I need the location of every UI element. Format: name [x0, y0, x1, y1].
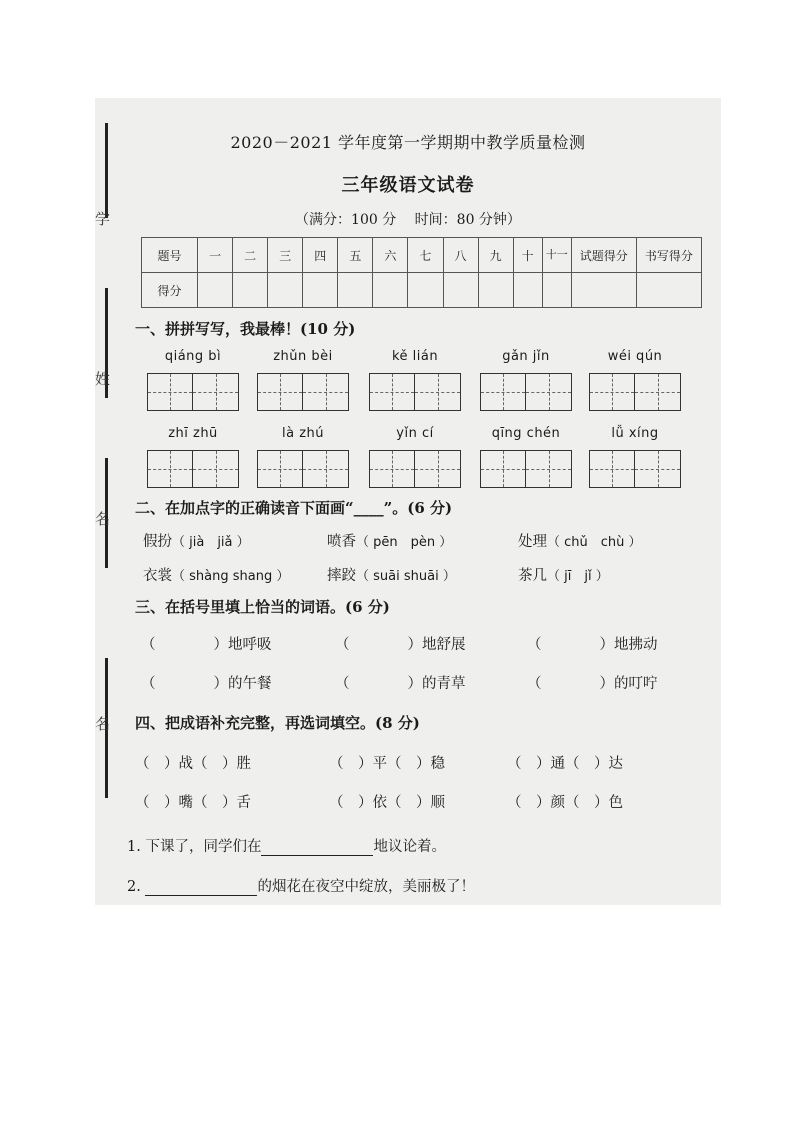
score-input-cell[interactable]	[408, 273, 443, 308]
pinyin-text: là zhú	[281, 426, 324, 441]
table-cell: 书写得分	[636, 238, 701, 273]
pinyin-text: qīng chén	[491, 426, 561, 441]
table-cell: 七	[408, 238, 443, 273]
score-input-cell[interactable]	[542, 273, 571, 308]
section-3-title: 三、在括号里填上恰当的词语。(6 分)	[135, 598, 390, 616]
exam-meta: （满分：100 分 时间：80 分钟）	[295, 212, 521, 228]
score-input-cell[interactable]	[443, 273, 478, 308]
idiom-item[interactable]: （ ）通（ ）达	[507, 756, 623, 772]
pinyin-text: wéi qún	[607, 349, 663, 364]
margin-label: 学	[95, 210, 111, 228]
question-text: 地议论着。	[373, 839, 446, 855]
question-text: 1. 下课了，同学们在	[127, 839, 262, 855]
pinyin-options: （ pēn pèn ）	[356, 535, 453, 550]
section-4-title: 四、把成语补充完整，再选词填空。(8 分)	[135, 714, 420, 732]
fill-question-1	[127, 835, 446, 856]
pronunciation-item[interactable]	[327, 530, 452, 551]
tian-zi-grid[interactable]	[369, 373, 461, 411]
table-cell: 十	[513, 238, 542, 273]
margin-label: 名	[95, 510, 111, 528]
score-input-cell[interactable]	[571, 273, 636, 308]
fill-blank-item[interactable]: （ ）地拂动	[527, 637, 658, 653]
pinyin-options: （ jià jiǎ ）	[172, 535, 250, 550]
pinyin-options: （ suāi shuāi ）	[356, 569, 456, 584]
pinyin-text: yǐn cí	[396, 426, 434, 441]
fill-blank-item[interactable]: （ ）的午餐	[141, 676, 272, 692]
table-cell: 三	[268, 238, 303, 273]
table-cell: 试题得分	[571, 238, 636, 273]
word: 摔跤	[327, 568, 356, 584]
pronunciation-item[interactable]	[518, 530, 642, 551]
score-input-cell[interactable]	[373, 273, 408, 308]
pinyin-item	[589, 349, 681, 364]
tian-zi-grid[interactable]	[147, 373, 239, 411]
tian-zi-grid[interactable]	[589, 373, 681, 411]
question-text: 的烟花在夜空中绽放，美丽极了！	[257, 879, 475, 895]
score-input-cell[interactable]	[233, 273, 268, 308]
table-cell: 八	[443, 238, 478, 273]
pinyin-options: （ chǔ chù ）	[547, 535, 642, 550]
section-2-title: 二、在加点字的正确读音下面画“____”。(6 分)	[135, 499, 453, 517]
pronunciation-item[interactable]	[143, 564, 289, 585]
score-input-cell[interactable]	[513, 273, 542, 308]
table-cell: 五	[338, 238, 373, 273]
pinyin-item	[147, 349, 239, 364]
word: 喷香	[327, 534, 356, 550]
table-cell: 一	[198, 238, 233, 273]
score-input-cell[interactable]	[303, 273, 338, 308]
score-table-score-row	[142, 273, 702, 308]
pronunciation-item[interactable]	[518, 564, 609, 585]
tian-zi-grid[interactable]	[480, 373, 572, 411]
pinyin-options: （ jī jǐ ）	[547, 569, 609, 584]
table-cell: 二	[233, 238, 268, 273]
tian-zi-grid[interactable]	[257, 373, 349, 411]
tian-zi-grid[interactable]	[589, 450, 681, 488]
table-cell: 题号	[142, 238, 198, 273]
tian-zi-grid[interactable]	[369, 450, 461, 488]
fill-question-2	[127, 875, 475, 896]
pinyin-options: （ shàng shang ）	[172, 569, 290, 584]
pinyin-text: zhǔn bèi	[273, 349, 333, 364]
score-table-header-row	[142, 238, 702, 273]
score-input-cell[interactable]	[198, 273, 233, 308]
answer-blank[interactable]	[261, 841, 373, 856]
pinyin-item	[257, 426, 349, 441]
word: 假扮	[143, 534, 172, 550]
pinyin-item	[369, 349, 461, 364]
score-table	[141, 237, 702, 308]
fill-blank-item[interactable]: （ ）地呼吸	[141, 637, 272, 653]
tian-zi-grid[interactable]	[257, 450, 349, 488]
answer-blank[interactable]	[145, 881, 257, 896]
pronunciation-item[interactable]	[143, 530, 250, 551]
fill-blank-item[interactable]: （ ）的青草	[335, 676, 466, 692]
pinyin-item	[589, 426, 681, 441]
pinyin-item	[257, 349, 349, 364]
score-input-cell[interactable]	[338, 273, 373, 308]
score-input-cell[interactable]	[478, 273, 513, 308]
exam-title: 2020－2021 学年度第一学期期中教学质量检测	[230, 133, 586, 152]
pronunciation-item[interactable]	[327, 564, 456, 585]
exam-paper-photo	[95, 98, 721, 905]
idiom-item[interactable]: （ ）依（ ）顺	[329, 795, 445, 811]
tian-zi-grid[interactable]	[480, 450, 572, 488]
pinyin-text: qiáng bì	[164, 349, 222, 364]
margin-label: 姓	[95, 370, 111, 388]
pinyin-text: kě lián	[391, 349, 439, 364]
pinyin-text: lǚ xíng	[611, 426, 659, 441]
pinyin-item	[480, 426, 572, 441]
fill-blank-item[interactable]: （ ）地舒展	[335, 637, 466, 653]
idiom-item[interactable]: （ ）平（ ）稳	[329, 756, 445, 772]
pinyin-item	[369, 426, 461, 441]
tian-zi-grid[interactable]	[147, 450, 239, 488]
table-cell: 六	[373, 238, 408, 273]
table-cell: 得分	[142, 273, 198, 308]
idiom-item[interactable]: （ ）战（ ）胜	[135, 756, 251, 772]
table-cell: 九	[478, 238, 513, 273]
section-1-title: 一、拼拼写写，我最棒！(10 分)	[135, 320, 356, 338]
exam-subtitle: 三年级语文试卷	[341, 175, 475, 196]
fill-blank-item[interactable]: （ ）的叮咛	[527, 676, 658, 692]
score-input-cell[interactable]	[636, 273, 701, 308]
idiom-item[interactable]: （ ）嘴（ ）舌	[135, 795, 251, 811]
table-cell: 十一	[542, 238, 571, 273]
pinyin-item	[480, 349, 572, 364]
question-text: 2.	[127, 879, 146, 895]
score-input-cell[interactable]	[268, 273, 303, 308]
idiom-item[interactable]: （ ）颜（ ）色	[507, 795, 623, 811]
table-cell: 四	[303, 238, 338, 273]
word: 处理	[518, 534, 547, 550]
word: 衣裳	[143, 568, 172, 584]
pinyin-text: zhī zhū	[168, 426, 218, 441]
margin-label: 名	[95, 715, 111, 733]
word: 茶几	[518, 568, 547, 584]
pinyin-item	[147, 426, 239, 441]
pinyin-text: gǎn jǐn	[502, 349, 550, 364]
